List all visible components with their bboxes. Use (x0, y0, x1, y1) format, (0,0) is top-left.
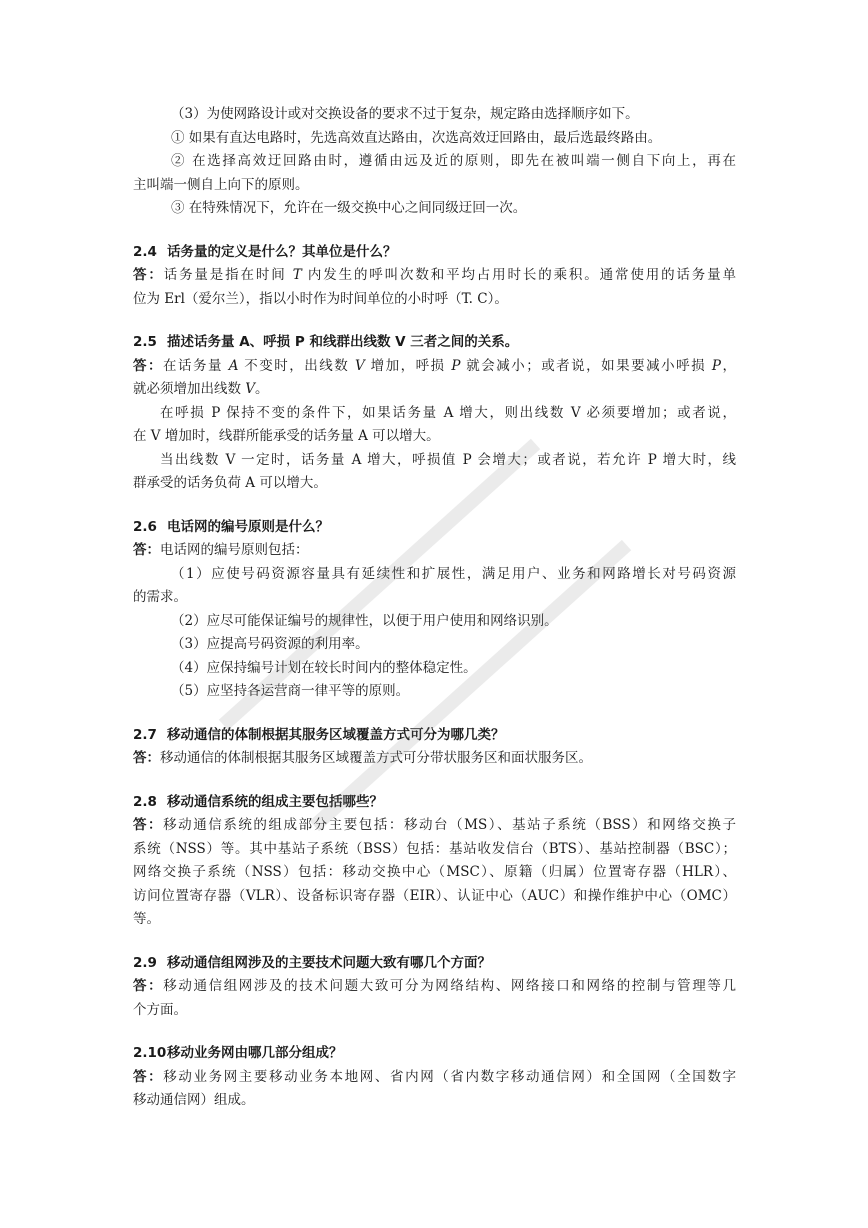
question-text: 移动业务网由哪几部分组成？ (167, 1045, 343, 1061)
question-text: 话务量的定义是什么？其单位是什么？ (167, 243, 397, 260)
question-2-10 (133, 1042, 736, 1066)
question-text: 电话网的编号原则是什么？ (167, 518, 329, 535)
answer-2-8-line2: 系统（NSS）等。其中基站子系统（BSS）包括：基站收发信台（BTS）、基站控制器（BSC）； (133, 840, 736, 857)
answer-2-6-item4: （4）应保持编号计划在较长时间内的整体稳定性。 (171, 659, 477, 676)
routing-rule-2-line1: ② 在选择高效迂回路由时，遵循由远及近的原则，即先在被叫端一侧自下向上，再在 (171, 153, 736, 169)
question-2-6 (133, 516, 736, 540)
question-text: 描述话务量 A、呼损 P 和线群出线数 V 三者之间的关系。 (167, 334, 519, 350)
answer-2-4-line2: 位为 Erl（爱尔兰），指以小时作为时间单位的小时呼（T. C）。 (133, 290, 508, 307)
routing-rule-3: ③ 在特殊情况下，允许在一级交换中心之间同级迂回一次。 (171, 200, 527, 216)
answer-2-8-line4: 访问位置寄存器（VLR）、设备标识寄存器（EIR）、认证中心（AUC）和操作维护中心（OMC） (133, 887, 736, 904)
answer-2-7: 答：移动通信的体制根据其服务区域覆盖方式可分带状服务区和面状服务区。 (133, 750, 592, 766)
question-2-4 (133, 241, 736, 265)
answer-2-10-line2: 移动通信网）组成。 (133, 1092, 255, 1108)
answer-label: 答： (133, 1068, 164, 1085)
answer-2-5-line2: 就必须增加出线数 V。 (133, 381, 269, 397)
question-number: 2.4 (133, 243, 157, 260)
routing-rule-1: ① 如果有直达电路时，先选高效直达路由，次选高效迂回路由，最后选最终路由。 (171, 129, 662, 146)
question-number: 2.10 (133, 1045, 167, 1061)
answer-2-8-line1: 答：移动通信系统的组成部分主要包括：移动台（MS）、基站子系统（BSS）和网络交换子 (133, 817, 736, 833)
question-number: 2.7 (133, 726, 157, 743)
question-2-7 (133, 724, 736, 748)
answer-label: 答： (133, 978, 164, 994)
question-number: 2.8 (133, 793, 157, 810)
routing-rule-2-line2: 主叫端一侧自上向下的原则。 (133, 176, 309, 193)
document-page (133, 103, 736, 1113)
question-text: 移动通信的体制根据其服务区域覆盖方式可分为哪几类？ (167, 726, 505, 743)
answer-label: 答： (133, 542, 160, 558)
answer-2-5-para3-line2: 群承受的话务负荷 A 可以增大。 (133, 475, 327, 491)
answer-2-5-para2-line1: 在呼损 P 保持不变的条件下，如果话务量 A 增大，则出线数 V 必须要增加；或者说， (160, 404, 736, 421)
answer-2-5-line1: 答：在话务量 A 不变时，出线数 V 增加，呼损 P 就会减小；或者说，如果要减小呼损 P， (133, 357, 736, 374)
answer-2-6-item2: （2）应尽可能保证编号的规律性，以便于用户使用和网络识别。 (171, 612, 558, 629)
routing-rule-intro: （3）为使网路设计或对交换设备的要求不过于复杂，规定路由选择顺序如下。 (171, 106, 639, 122)
answer-2-4-line1: 答：话务量是指在时间 T 内发生的呼叫次数和平均占用时长的乘积。通常使用的话务量单 (133, 267, 736, 283)
answer-2-10-line1: 答：移动业务网主要移动业务本地网、省内网（省内数字移动通信网）和全国网（全国数字 (133, 1068, 736, 1085)
question-2-8 (133, 791, 736, 815)
answer-2-6-intro: 答：电话网的编号原则包括： (133, 542, 309, 558)
answer-2-9-line2: 个方面。 (133, 1001, 187, 1018)
answer-2-6-item1-line1: （1）应使号码资源容量具有延续性和扩展性，满足用户、业务和网路增长对号码资源 (171, 565, 736, 582)
answer-2-9-line1: 答：移动通信组网涉及的技术问题大致可分为网络结构、网络接口和网络的控制与管理等几 (133, 978, 736, 994)
question-text: 移动通信系统的组成主要包括哪些？ (167, 793, 383, 810)
question-2-9 (133, 952, 736, 976)
question-number: 2.9 (133, 954, 157, 971)
answer-2-5-para3-line1: 当出线数 V 一定时，话务量 A 增大，呼损值 P 会增大；或者说，若允许 P 增大时，线 (160, 451, 736, 468)
answer-label: 答： (133, 750, 160, 766)
answer-2-8-line3: 网络交换子系统（NSS）包括：移动交换中心（MSC）、原籍（归属）位置寄存器（HLR）、 (133, 864, 736, 880)
question-2-5 (133, 331, 736, 355)
question-number: 2.6 (133, 518, 157, 535)
question-number: 2.5 (133, 334, 157, 350)
answer-2-8-line5: 等。 (133, 911, 160, 927)
answer-2-6-item1-line2: 的需求。 (133, 589, 187, 605)
answer-label: 答： (133, 267, 164, 283)
question-text: 移动通信组网涉及的主要技术问题大致有哪几个方面？ (167, 954, 491, 971)
answer-2-6-item5: （5）应坚持各运营商一律平等的原则。 (171, 683, 410, 699)
answer-label: 答： (133, 357, 163, 374)
answer-2-6-item3: （3）应提高号码资源的利用率。 (171, 636, 369, 652)
answer-label: 答： (133, 817, 164, 833)
answer-2-5-para2-line2: 在 V 增加时，线群所能承受的话务量 A 可以增大。 (133, 428, 440, 444)
